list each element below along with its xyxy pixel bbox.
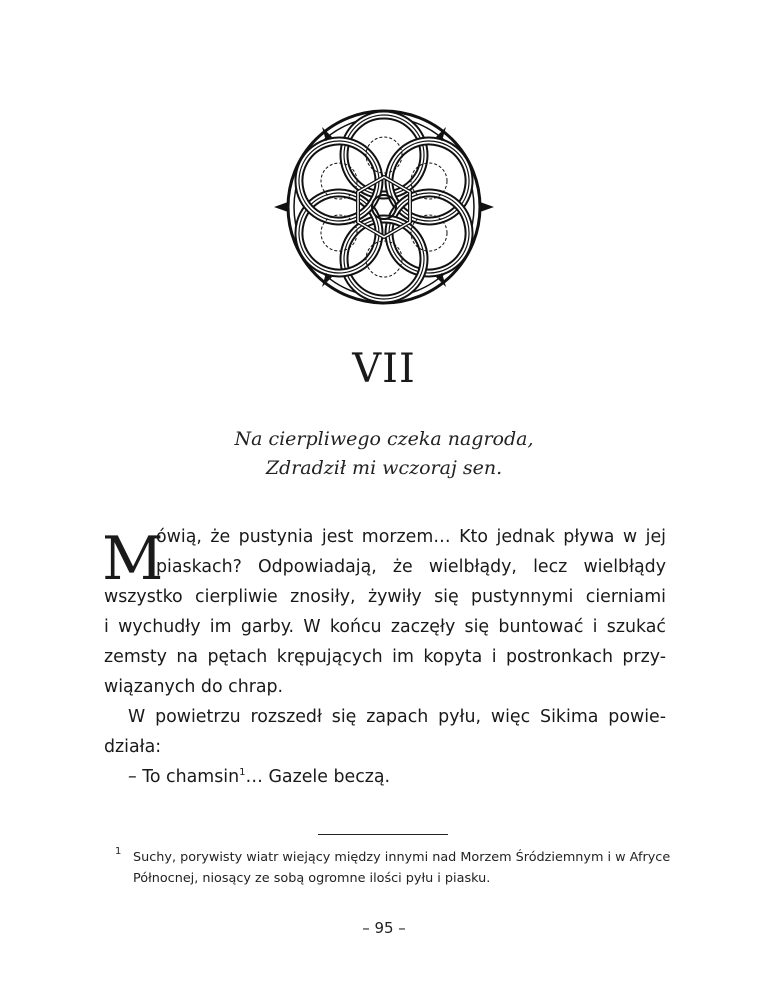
footnote-text-line-2: Północnej, niosący ze sobą ogromne ilości pyłu i piasku.	[133, 871, 491, 886]
page-number: – 95 –	[362, 919, 406, 937]
body-line: ówią, że pustynia jest morzem… Kto jednak pływa w jej	[156, 527, 666, 547]
body-line: zemsty na pętach krępujących im kopyta i postronkach przy-	[104, 647, 666, 667]
body-line: wszystko cierpliwie znosiły, żywiły się pustynnymi cierniami	[104, 587, 666, 607]
body-line: piaskach? Odpowiadają, że wielbłądy, lecz wielbłądy	[156, 557, 666, 577]
body-line: W powietrzu rozszedł się zapach pyłu, więc Sikima powie-	[128, 707, 666, 727]
drop-cap: M	[102, 524, 164, 594]
dialogue-line	[128, 767, 690, 787]
footnote-text-line-1: Suchy, porywisty wiatr wiejący między innymi nad Morzem Śródziemnym i w Afryce	[133, 850, 671, 865]
footnote-separator	[318, 834, 448, 835]
celtic-knot-rosette-icon	[264, 107, 504, 307]
body-line: działa:	[104, 737, 162, 757]
footnote-reference[interactable]: 1	[239, 767, 246, 779]
body-line: i wychudły im garby. W końcu zaczęły się buntować i szukać	[104, 617, 666, 637]
body-line: wiązanych do chrap.	[104, 677, 284, 697]
dialogue-text: … Gazele beczą.	[245, 767, 391, 787]
epigraph-line-2: Zdradził mi wczoraj sen.	[265, 457, 503, 479]
chapter-number: VII	[352, 346, 416, 392]
dialogue-text: – To chamsin	[128, 767, 240, 787]
epigraph-line-1: Na cierpliwego czeka nagroda,	[234, 428, 534, 450]
footnote-marker: 1	[115, 846, 122, 857]
